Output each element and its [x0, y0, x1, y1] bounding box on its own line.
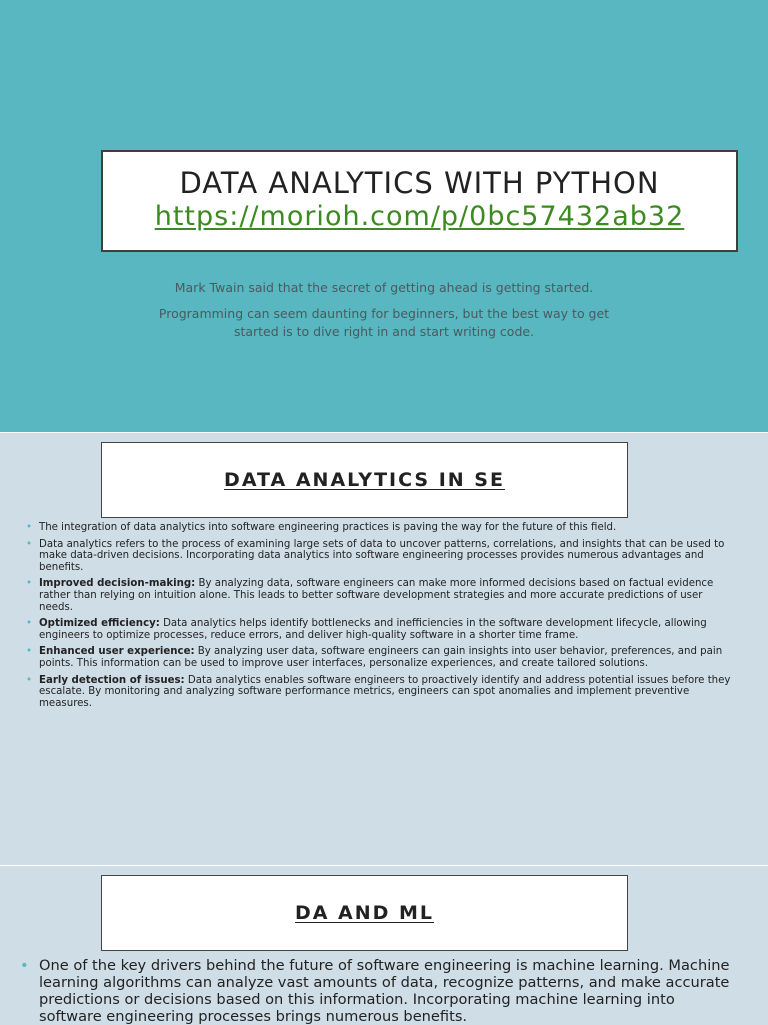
slide-heading: DA AND ML — [294, 902, 435, 924]
quote-line-1: Mark Twain said that the secret of getting ahead is getting started. — [174, 280, 594, 295]
title-box — [101, 150, 738, 252]
slide-heading: DATA ANALYTICS IN SE — [224, 469, 505, 491]
list-item: • Data analytics refers to the process of examining large sets of data to uncover patterns, correlations, and insights that can be used to make data-driven decisions. Incorporating data analytics into software engineering processes provides numerous advantages and benefits. — [26, 538, 725, 573]
bullet-icon: • — [26, 646, 33, 658]
data-analytics-in-se-slide — [0, 433, 768, 865]
bullet-icon: • — [26, 578, 33, 590]
quote-line-2: Programming can seem daunting for beginners, but the best way to get started is to dive right in and start writing code. — [158, 306, 610, 339]
list-item: • One of the key drivers behind the future of software engineering is machine learning. Machine learning algorithms can analyze vast amounts of data, recognize patterns, and make accurate predictions or decisions based on this information. Incorporating machine learning into software engineering processes brings numerous benefits. — [20, 957, 730, 1025]
list-item: • Improved decision-making: By analyzing data, software engineers can make more informed decisions based on factual evidence rather than relying on intuition alone. This leads to better software development strategies and more accurate predictions of user needs. — [26, 578, 714, 613]
list-item: • Early detection of issues: Data analytics enables software engineers to proactively identify and address potential issues before they escalate. By monitoring and analyzing software performance metrics, engineers can spot anomalies and implement preventive measures. — [26, 674, 731, 709]
da-and-ml-slide — [0, 866, 768, 1025]
bullet-list — [20, 957, 738, 1025]
heading-box — [101, 875, 628, 951]
list-item: • The integration of data analytics into software engineering practices is paving the way for the future of this field. — [26, 522, 617, 533]
slide-title: DATA ANALYTICS WITH PYTHON — [179, 166, 660, 200]
bullet-icon: • — [26, 522, 33, 533]
bullet-icon: • — [20, 957, 29, 974]
bullet-icon: • — [26, 674, 33, 686]
list-item: • Optimized efficiency: Data analytics helps identify bottlenecks and inefficiencies in the software development lifecycle, allowing engineers to optimize processes, reduce errors, and deliver high-quality software in a shorter time frame. — [26, 618, 707, 641]
list-item: • Enhanced user experience: By analyzing user data, software engineers can gain insights into user behavior, preferences, and pain points. This information can be used to improve user interfaces, personalize experiences, and create tailored solutions. — [26, 646, 723, 669]
bullet-icon: • — [26, 618, 33, 630]
bullet-list — [26, 522, 738, 714]
bullet-icon: • — [26, 538, 33, 550]
article-link[interactable]: https://morioh.com/p/0bc57432ab32 — [154, 201, 685, 232]
title-slide — [0, 0, 768, 432]
heading-box — [101, 442, 628, 518]
